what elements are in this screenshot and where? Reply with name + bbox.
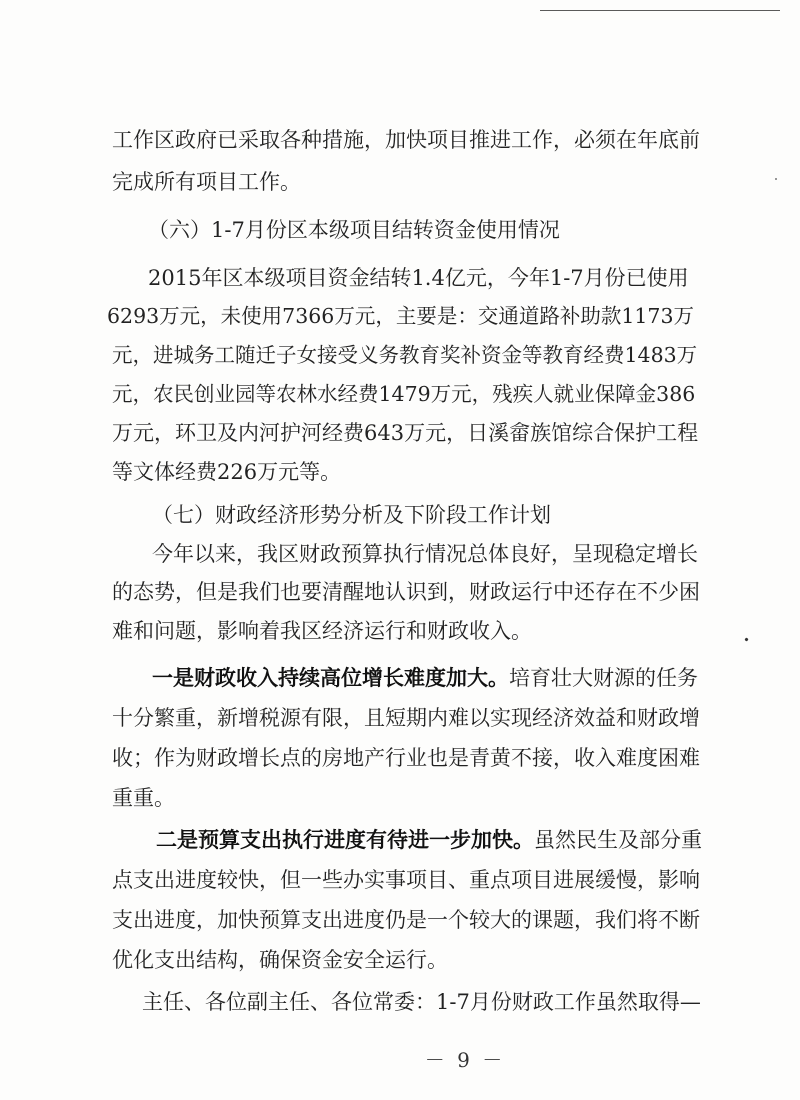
paragraph-line bbox=[156, 828, 702, 852]
paragraph-line: 的态势，但是我们也要清醒地认识到，财政运行中还存在不少困 bbox=[112, 580, 700, 604]
paragraph-line: 万元，环卫及内河护河经费643万元，日溪畲族馆综合保护工程 bbox=[112, 421, 699, 445]
paragraph-line: 支出进度，加快预算支出进度仍是一个较大的课题，我们将不断 bbox=[112, 908, 700, 932]
scan-edge-line bbox=[540, 10, 780, 11]
emphasis-lead: 一是财政收入持续高位增长难度加大。 bbox=[152, 665, 509, 690]
paragraph-line: 优化支出结构，确保资金安全运行。 bbox=[112, 948, 448, 972]
emphasis-lead: 二是预算支出执行进度有待进一步加快。 bbox=[156, 827, 534, 852]
paragraph-line: 元，进城务工随迁子女接受义务教育奖补资金等教育经费1483万 bbox=[112, 343, 698, 367]
paragraph-line: 工作区政府已采取各种措施，加快项目推进工作，必须在年底前 bbox=[112, 128, 700, 152]
paragraph-line: 2015年区本级项目资金结转1.4亿元，今年1-7月份已使用 bbox=[148, 266, 689, 290]
section-heading: （六）1-7月份区本级项目结转资金使用情况 bbox=[148, 218, 560, 242]
paragraph-line: 6293万元，未使用7366万元，主要是：交通道路补助款1173万 bbox=[107, 304, 695, 328]
scan-speck bbox=[775, 178, 777, 180]
paragraph-line: 收；作为财政增长点的房地产行业也是青黄不接，收入难度困难 bbox=[112, 746, 700, 770]
paragraph-text: 虽然民生及部分重 bbox=[534, 828, 702, 852]
paragraph-line: 主任、各位副主任、各位常委：1-7月份财政工作虽然取得— bbox=[142, 990, 701, 1014]
paragraph-text: 培育壮大财源的任务 bbox=[509, 666, 698, 690]
paragraph-line: 难和问题，影响着我区经济运行和财政收入。 bbox=[112, 619, 532, 643]
paragraph-line: 重重。 bbox=[112, 786, 175, 810]
page-number: － 9 － bbox=[424, 1048, 506, 1072]
scan-speck bbox=[744, 637, 748, 641]
paragraph-line bbox=[152, 666, 698, 690]
section-heading: （七）财政经济形势分析及下阶段工作计划 bbox=[152, 503, 551, 527]
paragraph-line: 十分繁重，新增税源有限，且短期内难以实现经济效益和财政增 bbox=[112, 706, 700, 730]
paragraph-line: 元，农民创业园等农林水经费1479万元，残疾人就业保障金386 bbox=[112, 382, 696, 406]
paragraph-line: 点支出进度较快，但一些办实事项目、重点项目进展缓慢，影响 bbox=[112, 868, 700, 892]
paragraph-line: 等文体经费226万元等。 bbox=[112, 460, 342, 484]
paragraph-line: 今年以来，我区财政预算执行情况总体良好，呈现稳定增长 bbox=[152, 542, 698, 566]
paragraph-line: 完成所有项目工作。 bbox=[112, 170, 301, 194]
